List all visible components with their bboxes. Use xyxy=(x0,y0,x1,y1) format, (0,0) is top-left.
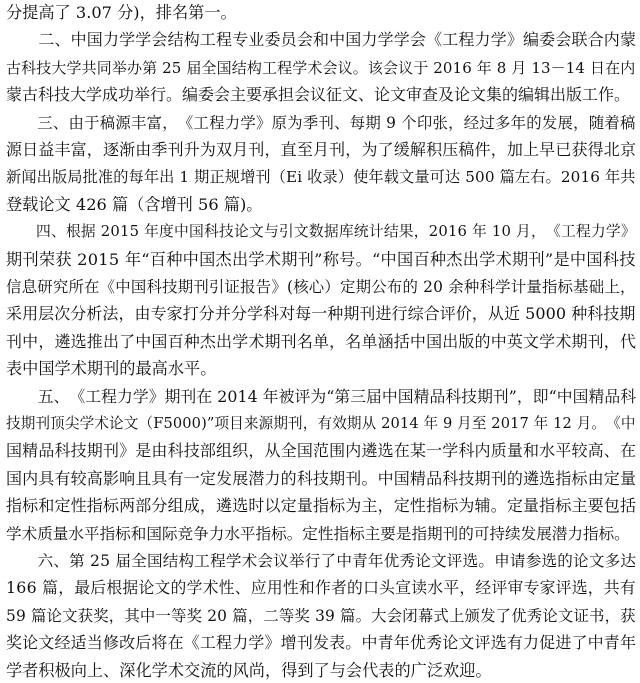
text-line: 国 内 具 有 较 高 影 响 且 具 有 一 定 发 展 潜 力 的 科 技 期 刊 。 中 国 精 品 科 技 期 刊 的 遴 选 指 标 由 定 量 xyxy=(6,468,636,488)
text-line: 5 9 篇 论 文 获 奖 ， 其 中 一 等 奖 2 0 篇 ， 二 等 奖 3 9 篇 。 大 会 闭 幕 式 上 颁 发 了 优 秀 论 文 证 书 ， 获 xyxy=(6,606,636,625)
text-line: 采 用 层 次 分 析 法 ， 由 专 家 打 分 并 分 学 科 对 每 一 种 期 刊 进 行 综 合 评 价 ， 从 近 5 0 0 0 种 科 技 期 xyxy=(6,304,636,324)
text-line: 三 、 由 于 稿 源 丰 富 ， 《 工 程 力 学 》 原 为 季 刊 、 每 期 9 个 印 张 ， 经 过 多 年 的 发 展 ， 随 着 稿 xyxy=(37,113,636,132)
text-line: 五 、 《 工 程 力 学 》 期 刊 在 2 0 1 4 年 被 评 为 “ 第 三 届 中 国 精 品 科 技 期 刊 ” ， 即 “ 中 国 精 品 科 xyxy=(37,386,636,406)
text-line: 六 、 第 2 5 届 全 国 结 构 工 程 学 术 会 议 举 行 了 中 青 年 优 秀 论 文 评 选 。 申 请 参 选 的 论 文 多 达 xyxy=(37,552,636,570)
text-line: 奖 论 文 经 适 当 修 改 后 将 在 《 工 程 力 学 》 增 刊 发 表 。 中 青 年 优 秀 论 文 评 选 有 力 促 进 了 中 青 年 xyxy=(6,633,636,653)
text-line: 分提高了 3.07 分)，排名第一。 xyxy=(6,3,237,22)
text-line: 1 6 6 篇 ， 最 后 根 据 论 文 的 学 术 性 、 应 用 性 和 作 者 的 口 头 宣 读 水 平 ， 经 评 审 专 家 评 选 ， 共 有 xyxy=(6,578,636,598)
text-line: 刊 中 ， 遴 选 推 出 了 中 国 百 种 杰 出 学 术 期 刊 名 单 ， 名 单 涵 括 中 国 出 版 的 中 英 文 学 术 期 刊 ， 代 xyxy=(6,331,636,351)
text-line: 国 精 品 科 技 期 刊 》 是 由 科 技 部 组 织 ， 从 全 国 范 围 内 遴 选 在 某 一 学 科 内 质 量 和 水 平 较 高 、 在 xyxy=(6,441,636,461)
text-line: 期 刊 荣 获 2 0 1 5 年 “ 百 种 中 国 杰 出 学 术 期 刊 ” 称 号 。 “ 中 国 百 种 杰 出 学 术 期 刊 ” 是 中 国 科 技 xyxy=(6,249,636,269)
text-line: 表中国学术期刊的最高水平。 xyxy=(6,359,217,379)
text-line: 新 闻 出 版 局 批 准 的 每 年 出 1 期 正 规 增 刊 （ E i 收 录 ） 使 年 载 文 量 可 达 5 0 0 篇 左 右 。 2 0 1 6 年 共 xyxy=(6,168,636,187)
text-line: 古 科 技 大 学 共 同 举 办 第 2 5 届 全 国 结 构 工 程 学 术 会 议 。 该 会 议 于 2 0 1 6 年 8 月 1 3 － 1 4 日 在 内 xyxy=(6,58,636,77)
text-line: 源 日 益 丰 富 ， 逐 渐 由 季 刊 升 为 双 月 刊 ， 直 至 月 刊 ， 为 了 缓 解 积 压 稿 件 ， 加 上 早 已 获 得 北 京 xyxy=(6,140,636,159)
text-line: 技 期 刊 顶 尖 学 术 论 文 （ F 5 0 0 0 ) ” 项 目 来 源 期 刊 ， 有 效 期 从 2 0 1 4 年 9 月 至 2 0 1 7 年 1 2 月 。 《 中 xyxy=(6,415,636,432)
text-line: 指 标 和 定 性 指 标 两 部 分 组 成 ， 遴 选 时 以 定 量 指 标 为 主 ， 定 性 指 标 为 辅 。 定 量 指 标 主 要 包 括 xyxy=(6,496,636,516)
text-line: 学者积极向上、深化学术交流的风尚，得到了与会代表的广泛欢迎。 xyxy=(6,660,492,680)
text-line: 蒙古科技大学成功举行。编委会主要承担会议征文、论文审查及论文集的编辑出版工作。 xyxy=(6,85,631,105)
text-line: 登载论文 426 篇（含增刊 56 篇)。 xyxy=(6,194,263,214)
text-line: 二 、 中 国 力 学 学 会 结 构 工 程 专 业 委 员 会 和 中 国 力 学 学 会 《 工 程 力 学 》 编 委 会 联 合 内 蒙 xyxy=(38,30,636,50)
text-line: 四 、 根 据 2 0 1 5 年 度 中 国 科 技 论 文 与 引 文 数 据 库 统 计 结 果 ， 2 0 1 6 年 1 0 月 ， 《 工 程 力 学 》 xyxy=(35,223,636,241)
text-line: 学术质量水平指标和国际竞争力水平指标。定性指标主要是指期刊的可持续发展潜力指标。 xyxy=(6,524,630,543)
text-line: 信 息 研 究 所 在 《 中 国 科 技 期 刊 引 证 报 告 》 ( 核 心 ） 定 期 公 布 的 2 0 余 种 科 学 计 量 指 标 基 础 上 ， xyxy=(6,278,636,296)
